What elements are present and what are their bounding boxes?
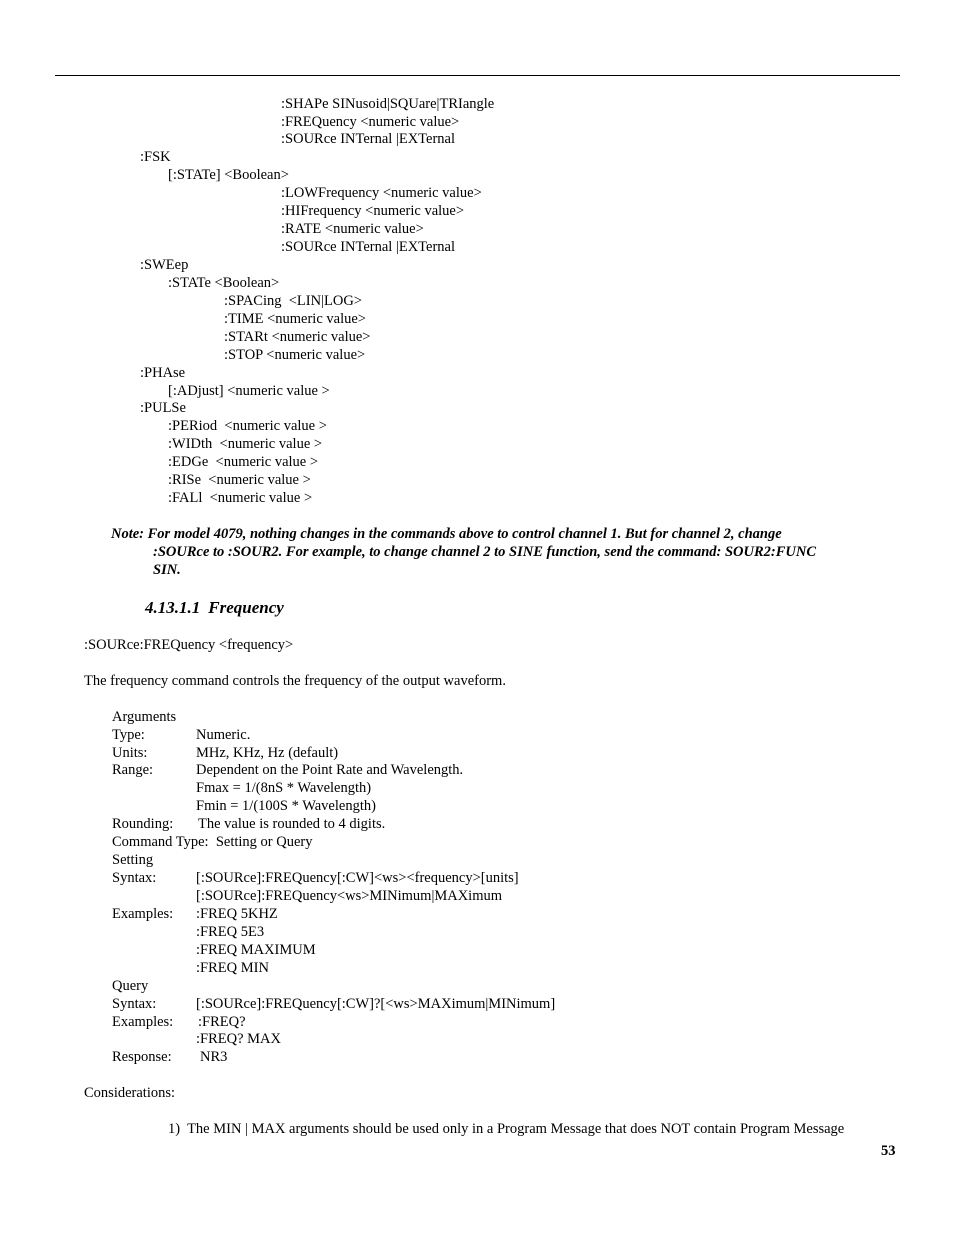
- query-example: :FREQ? MAX: [196, 1031, 281, 1047]
- command-line: :FALl <numeric value >: [168, 490, 313, 506]
- command-line: :HIFrequency <numeric value>: [281, 203, 465, 219]
- setting-example: :FREQ MAXIMUM: [196, 942, 316, 958]
- setting-example: :FREQ 5KHZ: [196, 906, 278, 922]
- command-line: :PHAse: [140, 365, 186, 381]
- syntax-line: :SOURce:FREQuency <frequency>: [84, 637, 294, 653]
- range-value: Fmax = 1/(8nS * Wavelength): [196, 780, 372, 796]
- command-line: :RATE <numeric value>: [281, 221, 424, 237]
- page-number: 53: [881, 1143, 896, 1159]
- type-label: Type:: [112, 727, 145, 743]
- command-line: :LOWFrequency <numeric value>: [281, 185, 482, 201]
- range-value: Fmin = 1/(100S * Wavelength): [196, 798, 376, 814]
- units-label: Units:: [112, 745, 148, 761]
- command-line: :STATe <Boolean>: [168, 275, 280, 291]
- query-heading: Query: [112, 978, 149, 994]
- command-line: :PERiod <numeric value >: [168, 418, 327, 434]
- rounding-value: The value is rounded to 4 digits.: [198, 816, 386, 832]
- section-heading: [145, 597, 284, 619]
- section-title: Frequency: [208, 598, 284, 617]
- command-line: :STARt <numeric value>: [224, 329, 371, 345]
- note-line: :SOURce to :SOUR2. For example, to change channel 2 to SINE function, send the command: SOUR2:FUNC: [153, 544, 817, 560]
- query-syntax-label: Syntax:: [112, 996, 157, 1012]
- section-number: 4.13.1.1: [145, 598, 201, 617]
- command-line: :SPACing <LIN|LOG>: [224, 293, 362, 309]
- setting-syntax-label: Syntax:: [112, 870, 157, 886]
- note-line: Note: For model 4079, nothing changes in the commands above to control channel 1. But for channel 2, change: [111, 526, 782, 542]
- setting-example: :FREQ MIN: [196, 960, 269, 976]
- header-rule: [55, 75, 900, 76]
- setting-examples-label: Examples:: [112, 906, 174, 922]
- query-example: :FREQ?: [198, 1014, 246, 1030]
- considerations-heading: Considerations:: [84, 1085, 176, 1101]
- command-type: Command Type: Setting or Query: [112, 834, 313, 850]
- command-line: :SOURce INTernal |EXTernal: [281, 239, 456, 255]
- query-examples-label: Examples:: [112, 1014, 174, 1030]
- command-line: [:ADjust] <numeric value >: [168, 383, 330, 399]
- command-line: :WIDth <numeric value >: [168, 436, 323, 452]
- command-line: :PULSe: [140, 400, 186, 416]
- type-value: Numeric.: [196, 727, 251, 743]
- command-line: :EDGe <numeric value >: [168, 454, 319, 470]
- response-value: NR3: [200, 1049, 228, 1065]
- description: The frequency command controls the frequency of the output waveform.: [84, 673, 506, 689]
- command-line: :STOP <numeric value>: [224, 347, 366, 363]
- range-label: Range:: [112, 762, 154, 778]
- note-block: [111, 525, 901, 579]
- setting-heading: Setting: [112, 852, 154, 868]
- command-line: :SOURce INTernal |EXTernal: [281, 131, 456, 147]
- command-line: :FSK: [140, 149, 171, 165]
- command-line: [:STATe] <Boolean>: [168, 167, 289, 183]
- rounding-label: Rounding:: [112, 816, 174, 832]
- command-line: :FREQuency <numeric value>: [281, 114, 460, 130]
- units-value: MHz, KHz, Hz (default): [196, 745, 339, 761]
- command-line: :TIME <numeric value>: [224, 311, 366, 327]
- arguments-heading: Arguments: [112, 709, 177, 725]
- response-label: Response:: [112, 1049, 172, 1065]
- setting-syntax-value: [:SOURce]:FREQuency[:CW]<ws><frequency>[units]: [196, 870, 519, 886]
- command-line: :SWEep: [140, 257, 189, 273]
- range-value: Dependent on the Point Rate and Wavelength.: [196, 762, 464, 778]
- setting-example: :FREQ 5E3: [196, 924, 265, 940]
- command-line: :SHAPe SINusoid|SQUare|TRIangle: [281, 96, 495, 112]
- note-line: SIN.: [153, 562, 181, 578]
- considerations-item: 1) The MIN | MAX arguments should be used only in a Program Message that does NOT contain Program Message: [168, 1121, 845, 1137]
- command-line: :RISe <numeric value >: [168, 472, 311, 488]
- setting-syntax-value: [:SOURce]:FREQuency<ws>MINimum|MAXimum: [196, 888, 503, 904]
- query-syntax-value: [:SOURce]:FREQuency[:CW]?[<ws>MAXimum|MINimum]: [196, 996, 556, 1012]
